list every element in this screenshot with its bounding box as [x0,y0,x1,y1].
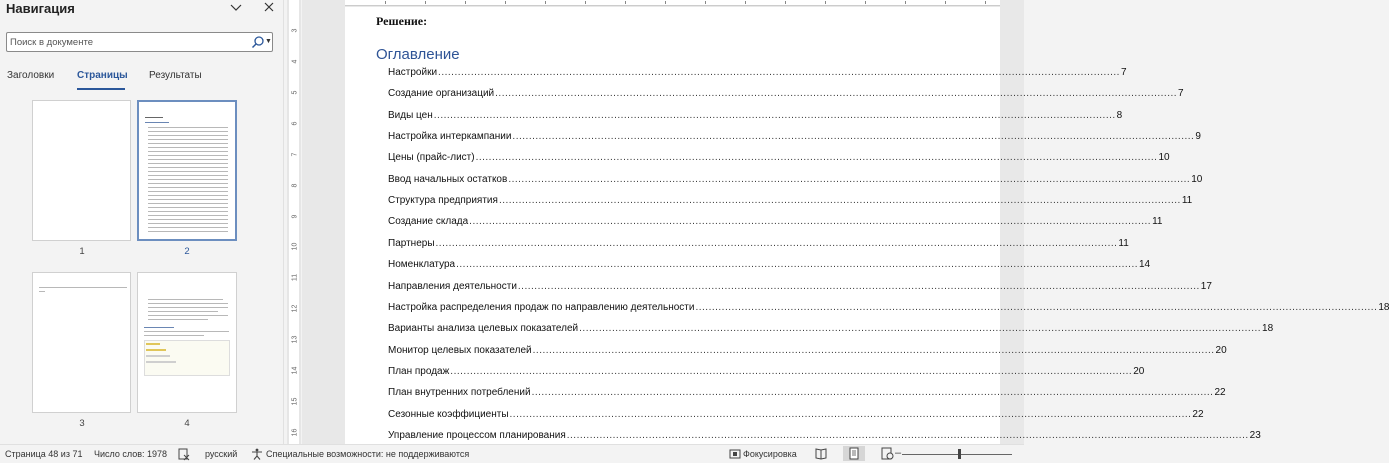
active-tab-indicator [77,88,125,90]
toc-entry[interactable]: Ввод начальных остатков ................................................................................................................................................................................................................ 10 [388,174,1203,185]
close-icon[interactable] [262,0,276,14]
toc-entry[interactable]: Создание организаций ................................................................................................................................................................................................................ 7 [388,88,1184,99]
navigation-title: Навигация [6,1,75,16]
pane-splitter[interactable] [283,0,284,444]
toc-entry[interactable]: Настройка интеркампании ................................................................................................................................................................................................................ 9 [388,131,1201,142]
thumbnail-number: 1 [79,246,85,257]
toc-entry[interactable]: Настройка распределения продаж по направлению деятельности ................................................................................................................................................................................................................ 18 [388,302,1389,313]
ruler-number: 10 [291,242,299,251]
proofing-icon[interactable] [178,448,190,460]
zoom-slider[interactable] [902,454,1012,455]
page-counter[interactable]: Страница 48 из 71 [5,449,83,459]
focus-icon[interactable] [729,448,741,460]
search-input[interactable] [10,34,246,50]
toc-entry[interactable]: Создание склада ................................................................................................................................................................................................................ 11 [388,216,1163,227]
accessibility-icon[interactable] [251,448,263,460]
zoom-slider-handle[interactable] [958,449,961,459]
vertical-ruler[interactable] [287,0,301,444]
ruler-number: 13 [291,335,299,344]
ruler-number: 12 [291,304,299,313]
toc-entry[interactable]: Структура предприятия ................................................................................................................................................................................................................ 11 [388,195,1193,206]
ruler-number: 7 [291,152,299,157]
document-page[interactable] [345,7,1389,444]
page-icon [843,446,865,461]
ruler-number: 9 [291,214,299,219]
toc-entry[interactable]: Номенклатура ................................................................................................................................................................................................................ 14 [388,259,1151,270]
toc-entry[interactable]: План внутренних потреблений ................................................................................................................................................................................................................ 22 [388,387,1226,398]
tab-results[interactable]: Результаты [149,70,202,81]
tab-headings[interactable]: Заголовки [7,70,55,81]
ruler-number: 15 [291,397,299,406]
horizontal-ruler[interactable] [345,0,1000,6]
word-count[interactable]: Число слов: 1978 [94,449,168,459]
toc-entry[interactable]: Направления деятельности ................................................................................................................................................................................................................ 17 [388,281,1212,292]
page-thumbnail-4[interactable] [137,272,237,413]
book-icon [810,446,832,461]
toc-entry[interactable]: Варианты анализа целевых показателей ................................................................................................................................................................................................................ 18 [388,323,1274,334]
thumbnail-number: 4 [184,418,190,429]
thumbnail-number: 2 [184,246,190,257]
ruler-number: 8 [291,183,299,188]
tab-pages[interactable]: Страницы [77,70,128,81]
toc-entry[interactable]: Монитор целевых показателей ................................................................................................................................................................................................................ 20 [388,345,1227,356]
zoom-out-button[interactable]: – [895,447,902,459]
chevron-down-icon[interactable] [229,0,243,14]
read-mode-button[interactable] [810,446,832,461]
search-icon[interactable] [251,35,265,49]
search-box[interactable] [6,32,273,52]
toc-entry[interactable]: Настройки ................................................................................................................................................................................................................ 7 [388,67,1127,78]
navigation-pane [0,0,283,444]
page-thumbnail-2[interactable] [137,100,237,241]
toc-entry[interactable]: Сезонные коэффициенты ................................................................................................................................................................................................................ 22 [388,409,1204,420]
print-layout-button[interactable] [843,446,865,461]
thumbnail-number: 3 [79,418,85,429]
focus-mode-button[interactable]: Фокусировка [743,449,797,459]
accessibility-status[interactable]: Специальные возможности: не поддерживаются [266,449,470,459]
ruler-number: 4 [291,59,299,64]
page-thumbnail-3[interactable] [32,272,131,413]
ruler-number: 5 [291,90,299,95]
language-indicator[interactable]: русский [205,449,238,459]
toc-entry[interactable]: План продаж ................................................................................................................................................................................................................ 20 [388,366,1145,377]
ruler-number: 11 [291,273,299,282]
search-options-caret[interactable]: ▼ [265,38,272,45]
ruler-number: 16 [291,428,299,437]
toc-entry[interactable]: Партнеры ................................................................................................................................................................................................................ 11 [388,238,1129,249]
toc-entry[interactable]: Цены (прайс-лист) ................................................................................................................................................................................................................ 10 [388,152,1170,163]
document-canvas[interactable] [302,0,1389,444]
toc-entry[interactable]: Управление процессом планирования ................................................................................................................................................................................................................ 23 [388,430,1261,441]
ruler-number: 6 [291,121,299,126]
ruler-number: 3 [291,28,299,33]
toc-entry[interactable]: Виды цен ................................................................................................................................................................................................................ 8 [388,110,1123,121]
page-thumbnail-1[interactable] [32,100,131,241]
solution-heading: Решение: [376,14,428,28]
ruler-number: 14 [291,366,299,375]
status-bar [0,444,1024,462]
toc-title: Оглавление [376,46,460,63]
